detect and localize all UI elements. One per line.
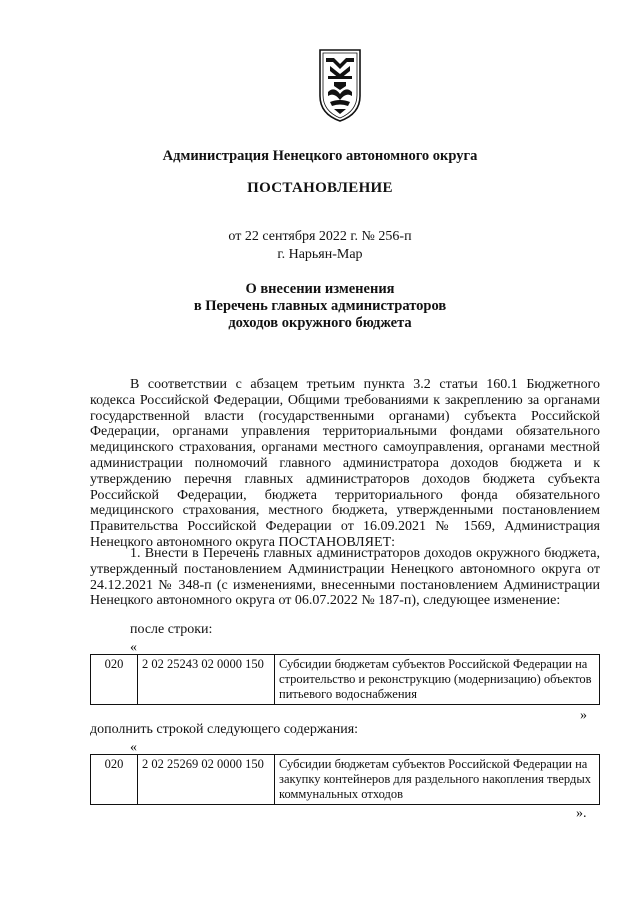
organization-name: Администрация Ненецкого автономного округа: [162, 148, 478, 164]
existing-row-table: [90, 654, 600, 705]
revenue-name-cell: Субсидии бюджетам субъектов Российской Федерации на закупку контейнеров для раздельного накопления твердых коммунальных отходов: [275, 755, 600, 805]
title-line: доходов окружного бюджета: [228, 315, 412, 331]
close-quote: ».: [576, 806, 587, 821]
close-quote: »: [580, 708, 587, 723]
table-row: [91, 655, 600, 705]
open-quote: «: [130, 740, 137, 755]
add-row-label: дополнить строкой следующего содержания:: [90, 722, 359, 737]
document-type: ПОСТАНОВЛЕНИЕ: [247, 180, 393, 196]
admin-code-cell: 020: [91, 655, 138, 705]
document-title: [0, 281, 640, 332]
admin-code-cell: 020: [91, 755, 138, 805]
revenue-name-cell: Субсидии бюджетам субъектов Российской Федерации на строительство и реконструкцию (модернизацию) объектов питьевого водоснабжения: [275, 655, 600, 705]
new-row-table: [90, 754, 600, 805]
table-row: [91, 755, 600, 805]
title-line: в Перечень главных администраторов: [193, 298, 447, 314]
kbk-code-cell: 2 02 25269 02 0000 150: [138, 755, 275, 805]
document-date-number: от 22 сентября 2022 г. № 256-п: [228, 229, 412, 244]
kbk-code-cell: 2 02 25243 02 0000 150: [138, 655, 275, 705]
document-city: г. Нарьян-Мар: [277, 247, 363, 262]
clause-1-paragraph: 1. Внести в Перечень главных администраторов доходов окружного бюджета, утвержденный постановлением Администрации Ненецкого автономного округа от 24.12.2021 № 348-п (с изменениями, внесенными постановлением Администрации Ненецкого автономного округа от 06.07.2022 № 187-п), следующее изменение:: [90, 546, 600, 609]
after-row-label: после строки:: [130, 622, 213, 637]
title-line: О внесении изменения: [245, 281, 395, 297]
preamble-paragraph: В соответствии с абзацем третьим пункта 3.2 статьи 160.1 Бюджетного кодекса Российской Федерации, Общими требованиями к закреплению за органами государственной власти (государственными органами) субъекта Российской Федерации, органами управления территориальными фондами обязательного медицинского страхования, органами местного самоуправления, органами местной администрации полномочий главного администратора доходов бюджета и к утверждению перечня главных администраторов доходов бюджета субъекта Российской Федерации, бюджета территориального фонда обязательного медицинского страхования, местного бюджета, утвержденными постановлением Правительства Российской Федерации от 16.09.2021 № 1569, Администрация Ненецкого автономного округа ПОСТАНОВЛЯЕТ:: [90, 377, 600, 550]
coat-of-arms-icon: [316, 46, 364, 124]
open-quote: «: [130, 640, 137, 655]
